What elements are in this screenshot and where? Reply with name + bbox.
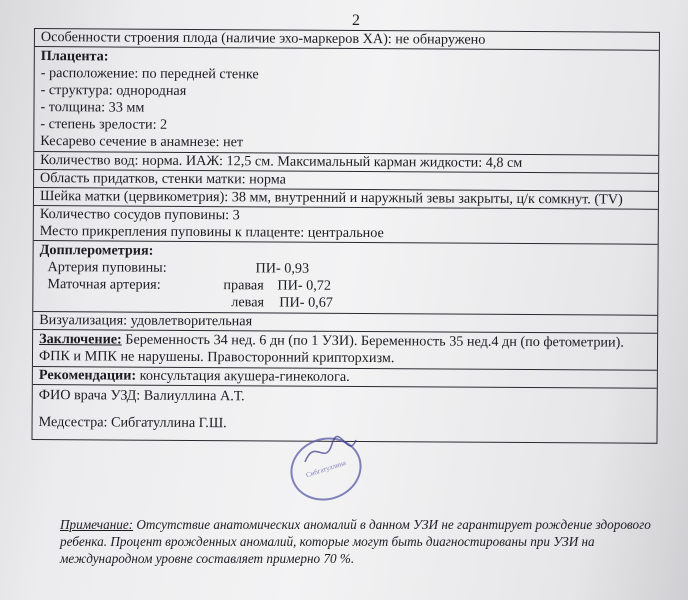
placenta-location: - расположение: по передней стенке xyxy=(40,65,259,83)
vessel-count: Количество сосудов пуповины: 3 xyxy=(39,206,240,224)
amniotic-fluid-row: Количество вод: норма. ИАЖ: 12,5 см. Максимальный карман жидкости: 4,8 см xyxy=(34,152,658,174)
uterine-left-line xyxy=(39,293,651,314)
umbilical-section xyxy=(34,206,658,245)
conclusion-row xyxy=(33,330,657,371)
recommendations-label: Рекомендации: xyxy=(38,367,137,384)
umbilical-artery-value: ПИ- 0,93 xyxy=(255,260,310,277)
doppler-section xyxy=(33,241,657,316)
signature-mark xyxy=(300,432,360,472)
placenta-section xyxy=(34,47,659,156)
uterine-left-value: ПИ- 0,67 xyxy=(279,294,333,311)
cord-attachment: Место прикрепления пуповины к плаценте: центральное xyxy=(39,223,384,242)
fetal-structure-row: Особенности строения плода (наличие эхо-маркеров ХА): не обнаружено xyxy=(35,29,659,51)
stamp-text: Сибгатуллина xyxy=(305,458,347,480)
footnote-text: Отсутствие анатомических аномалий в данном УЗИ не гарантирует рождение здорового ребенка. Процент врожденных аномалий, которые могут быть диагностированы при УЗИ на международном уровне составляет примерно 70 %. xyxy=(60,517,651,566)
doctor-name: ФИО врача УЗД: Валиуллина А.Т. xyxy=(38,387,245,405)
visualization-row: Визуализация: удовлетворительная xyxy=(33,312,657,334)
uterine-artery-label: Маточная артерия: xyxy=(47,276,161,293)
report-table xyxy=(31,28,660,444)
uterine-right-value: ПИ- 0,72 xyxy=(277,277,332,294)
cervix-row: Шейка матки (цервикометрия): 38 мм, внутренний и наружный зевы закрыты, ц/к сомкнут. (TV) xyxy=(34,188,658,210)
umbilical-artery-label: Артерия пуповины: xyxy=(47,259,167,276)
nurse-name: Медсестра: Сибгатуллина Г.Ш. xyxy=(38,414,227,432)
footnote xyxy=(60,516,660,567)
uterine-left-side: левая xyxy=(231,294,265,311)
uterine-right-side: правая xyxy=(223,277,264,294)
placenta-title: Плацента: xyxy=(40,48,109,65)
doppler-title: Допплерометрия: xyxy=(39,242,154,259)
conclusion-label: Заключение: xyxy=(39,331,122,348)
placenta-maturity: - степень зрелости: 2 xyxy=(40,116,168,133)
footnote-label: Примечание: xyxy=(60,517,134,532)
placenta-thickness: - толщина: 33 мм xyxy=(40,99,145,116)
appendages-row: Область придатков, стенки матки: норма xyxy=(34,170,658,192)
conclusion-text: Беременность 34 нед. 6 дн (по 1 УЗИ). Беременность 35 нед.4 дн (по фетометрии). ФПК и МПК не нарушены. Правосторонний крипторхизм. xyxy=(38,331,624,367)
recommendations-text: консультация акушера-гинеколога. xyxy=(136,367,350,385)
placenta-structure: - структура: однородная xyxy=(40,82,187,99)
cesarean-history: Кесарево сечение в анамнезе: нет xyxy=(40,133,244,151)
page-number: 2 xyxy=(352,12,360,29)
